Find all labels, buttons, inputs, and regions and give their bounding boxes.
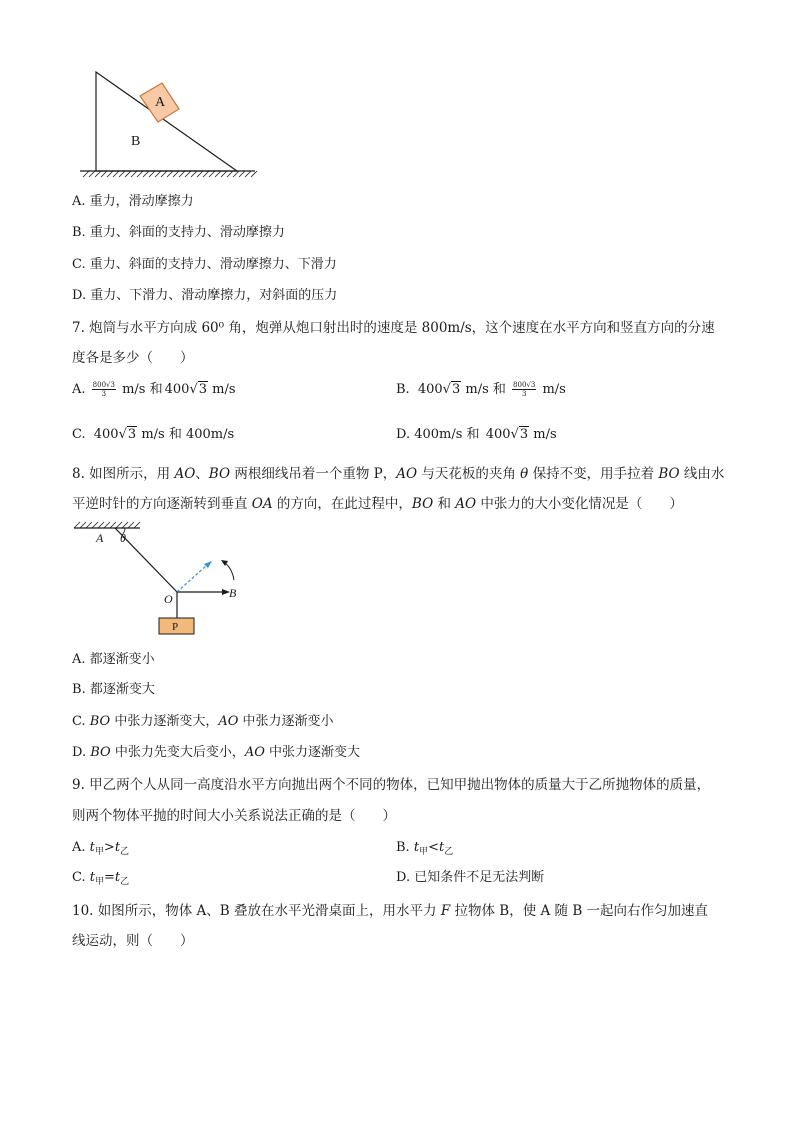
- label-p: P: [172, 621, 179, 633]
- q7-option-c-sqrt: √3: [118, 427, 137, 442]
- q8-stem-line2: 平逆时针的方向逐渐转到垂直 OA 的方向，在此过程中，BO 和 AO 中张力的大小变化情况是（ ）: [72, 496, 683, 512]
- q7-option-a-fraction: $\frac{800√3}{3}$: [92, 381, 115, 398]
- q7-option-c-unit: m/s 和 400m/s: [141, 427, 235, 442]
- q9-option-c: C. $t_甲=t_乙$: [72, 870, 130, 887]
- q7-option-d: [396, 427, 557, 443]
- q7-option-a-unit: m/s 和: [122, 382, 163, 397]
- q7-option-b-unit2: m/s: [542, 382, 566, 397]
- q7-option-c-coef: 400: [93, 427, 119, 442]
- q8-option-a: A. 都逐渐变小: [72, 652, 155, 667]
- q7-option-b-unit: m/s 和: [465, 382, 506, 397]
- q9-stem-line2: 则两个物体平抛的时间大小关系说法正确的是（ ）: [72, 808, 396, 824]
- q6-option-a: A. 重力，滑动摩擦力: [72, 194, 194, 209]
- ground-hatch: [83, 171, 257, 177]
- label-theta: θ: [120, 531, 126, 545]
- q7-option-b-fraction: $\frac{800√3}{3}$: [513, 381, 536, 398]
- incline-b-label: B: [131, 134, 141, 149]
- q6-option-d: D. 重力、下滑力、滑动摩擦力，对斜面的压力: [72, 288, 338, 303]
- q7-option-c-letter: C.: [72, 427, 86, 442]
- q7-option-b: [396, 381, 566, 398]
- q7-option-c: [72, 427, 234, 443]
- label-o: O: [164, 592, 173, 606]
- tension-figure: [70, 520, 250, 640]
- q9-option-d: D. 已知条件不足无法判断: [396, 870, 545, 885]
- q7-option-d-coef: 400: [485, 427, 511, 442]
- q8-option-b: B. 都逐渐变大: [72, 682, 155, 697]
- q7-option-a-coef: 400: [164, 382, 190, 397]
- q8-stem-line1: 8. 如图所示，用 AO、BO 两根细线吊着一个重物 P，AO 与天花板的夹角 θ 保持不变，用手拉着 BO 线由水: [72, 466, 725, 482]
- q9-option-a: A. $t_甲>t_乙$: [72, 840, 130, 857]
- q7-option-b-coef: 400: [417, 382, 443, 397]
- q10-stem-line2: 线运动，则（ ）: [72, 933, 194, 949]
- label-a: A: [96, 531, 104, 545]
- q7-stem-line2: 度各是多少（ ）: [72, 350, 194, 366]
- q7-option-b-sqrt: √3: [442, 382, 461, 397]
- q7-stem-line1: 7. 炮筒与水平方向成 60⁰ 角，炮弹从炮口射出时的速度是 800m/s，这个速度在水平方向和竖直方向的分速: [72, 320, 715, 336]
- q7-option-a-unit2: m/s: [212, 382, 236, 397]
- q7-option-d-letter: D. 400m/s 和: [396, 427, 480, 442]
- q7-option-b-letter: B.: [396, 382, 410, 397]
- incline-triangle: [96, 72, 237, 171]
- label-b: B: [229, 586, 237, 600]
- q6-option-b: B. 重力、斜面的支持力、滑动摩擦力: [72, 225, 285, 240]
- q7-option-a-sqrt: √3: [189, 382, 208, 397]
- ceiling-hatch: [74, 522, 140, 528]
- q9-option-b: B. $t_甲<t_乙$: [396, 840, 454, 857]
- block-a-label: A: [155, 95, 166, 110]
- q10-stem-line1: 10. 如图所示，物体 A、B 叠放在水平光滑桌面上，用水平力 F 拉物体 B，使 A 随 B 一起向右作匀加速直: [72, 903, 709, 919]
- dashed-rotated-string: [177, 565, 207, 592]
- q7-option-a: [72, 381, 236, 398]
- q7-option-d-unit: m/s: [533, 427, 557, 442]
- q9-stem-line1: 9. 甲乙两个人从同一高度沿水平方向抛出两个不同的物体，已知甲抛出物体的质量大于乙所抛物体的质量，: [72, 777, 711, 793]
- q8-option-c: C. BO 中张力逐渐变大，AO 中张力逐渐变小: [72, 714, 334, 729]
- incline-figure: [75, 65, 260, 180]
- q6-option-c: C. 重力、斜面的支持力、滑动摩擦力、下滑力: [72, 257, 337, 272]
- q7-option-a-letter: A.: [72, 382, 86, 397]
- q8-option-d: D. BO 中张力先变大后变小，AO 中张力逐渐变大: [72, 745, 361, 760]
- q7-option-d-sqrt: √3: [510, 427, 529, 442]
